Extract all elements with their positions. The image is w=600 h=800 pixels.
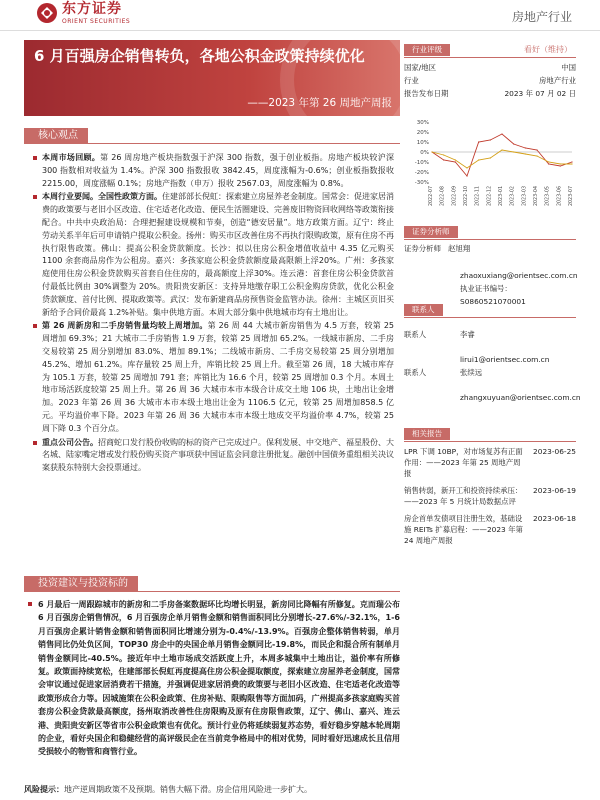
info-value: 2023 年 07 月 02 日: [504, 89, 576, 98]
data-point: [466, 175, 467, 176]
y-tick-label: -20%: [414, 170, 429, 176]
data-point: [571, 161, 572, 162]
data-point: [560, 163, 561, 164]
contact-name: 李睿: [460, 330, 475, 339]
risk-warning: [24, 784, 312, 795]
risk-label: 风险提示：: [24, 785, 64, 794]
analyst-panel: [404, 226, 576, 308]
report-subtitle: ——2023 年第 26 周地产周报: [247, 97, 392, 109]
x-tick-label: 2023-03: [522, 186, 528, 207]
company-logo: [36, 2, 130, 25]
contact-name: 张续远: [460, 368, 483, 377]
y-tick-label: -30%: [414, 180, 429, 186]
x-tick-label: 2023-05: [545, 186, 551, 207]
x-tick-label: 2022-11: [475, 186, 481, 207]
data-point: [501, 133, 502, 134]
analyst-name: 赵旭翔: [448, 244, 471, 253]
report-title[interactable]: 销售转弱，新开工和投资持续承压：——2023 年 5 月统计局数据点评: [404, 486, 523, 506]
info-value: 房地产行业: [539, 76, 576, 85]
data-point: [431, 151, 432, 152]
report-link[interactable]: [404, 513, 576, 546]
series-line: [432, 150, 572, 168]
info-key: 报告发布日期: [404, 89, 449, 98]
contact-email[interactable]: zhangxuyuan@orientsec.com.cn: [460, 393, 581, 402]
report-title[interactable]: 房企首单发债项目注册生效，基础设施 REITs 扩募启程：——2023 年第 24 周地产周报: [404, 514, 523, 545]
data-point: [525, 147, 526, 148]
data-point: [536, 149, 537, 150]
contact-tag: 联系人: [404, 304, 443, 316]
contact-role: 联系人: [404, 330, 427, 339]
core-item-text: 第 26 周房地产板块指数强于沪深 300 指数，强于创业板指。房地产板块较沪深 300 指数相对收益为 1.4%。沪深 300 指数报收 3842.45，周度涨幅为-0.6%；创业板指数报收 2215.00，周度涨幅 0.1%；房地产指数（申万）报收 2567.03，周度涨幅为 0.8%。: [42, 153, 395, 188]
y-tick-label: 20%: [416, 130, 429, 136]
info-row: [404, 61, 576, 74]
related-reports-panel: [404, 428, 576, 552]
data-point: [455, 161, 456, 162]
core-item-text: 住建部部长倪虹：探索建立房屋养老金制度。国常会：促进家居消费的政策要与老旧小区改造、住宅适老化改造、便民生活圈建设、完善废旧物资回收网络等政策衔接配合。中共中央政治局：合理把握建设规模和节奏，创造“德安居量”。地方政策方面。辽宁：终止劳动关系半年后可申请销户提取公积金。扬州：购买市区改善住房不再执行限购政策，原有住房不再执行限售政策。佛山：提高公积金贷款额度。长沙：拟以住房公积金增值收益中 4.35 亿元购买 1100 余套商品房作为公租房。嘉兴：多孩家庭公积金贷款额度最高限额上浮20%。广州：多孩家庭使用住房公积金贷款购买首套自住住房的，最高额度上浮30%。连云港：首套住房公积金贷款首付最低比例由 30%调整为 20%。贵阳贵安新区：支持异地缴存职工公积金购房贷款，优化公积金贷款额度、首付比例、提取政策等。武汉：发布新建商品房预售资金监管办法。徐州：主城区页旧买新给予合同价最高 1.2%补贴。集中供地方面。本周大部分集中供地城市均有土地出让。: [42, 192, 394, 317]
section-divider: [24, 143, 400, 144]
contacts-panel: [404, 304, 581, 404]
info-row: [404, 74, 576, 87]
x-tick-label: 2023-01: [499, 186, 504, 207]
data-point: [478, 159, 479, 160]
advice-text: 6 月最后一周跟踪城市的新房和二手房备案数据环比均增长明显，新房同比降幅有所修复。克而瑞公布 6 月百强房企销售情况，6 月百强房企单月销售金额和销售面积同比分别增长-27.6%/-32.1%，1-6 月百强房企累计销售金额和销售面积同比增速分别为-0.4%/-13.9%。百强房企整体销售转弱，单月销售同比仍处负区间，TOP30 房企中的央国企单月销售金额同比-19.8%，而民企和混合所有制单月销售金额同比-40.5%。接近年中土地市场成交活跃度上升，本周多城集中土地出让，溢价率有所修复。政策面持续宽松，住建部部长倪虹再度提高住房公积金提取额度，探索建立房屋养老金制度，国常会审议通过促进家居消费若干措施，并强调促进家居消费的政策要与老旧小区改造、住宅适老化改造等政策形成合力等。因城施策在公积金政策、住房补贴、限购限售等方面加码，广州提高多孩家庭购买首套房公积金贷款最高额度，扬州取消改善性住房限购及原有住房限售政策，辽宁、佛山、嘉兴、连云港、贵阳贵安新区等省市公积金政策也有优化。预计行业仍将延续弱复苏态势，看好稳步穿越本轮周期的企业，看好央国企和稳健经营的高评级民企在当前竞争格局中的相对优势，同时看好迅速成长且信用受损较小的物管和商管行业。: [24, 598, 400, 759]
report-link[interactable]: [404, 446, 576, 479]
reports-divider: [404, 441, 576, 442]
industry-label: 房地产行业: [511, 10, 572, 24]
info-value: 中国: [561, 63, 576, 72]
info-key: 行业: [404, 76, 419, 85]
core-view-header: [24, 128, 400, 144]
analyst-cert: 执业证书编号：S0860521070001: [460, 284, 526, 306]
analyst-tag: 证券分析师: [404, 226, 458, 238]
core-view-body: [32, 152, 394, 476]
page-header: [0, 0, 600, 38]
data-point: [478, 141, 479, 142]
data-point: [548, 163, 549, 164]
contact-row: [404, 366, 576, 379]
core-item: [32, 320, 394, 435]
contact-email[interactable]: lirui1@orientsec.com.cn: [460, 355, 550, 364]
info-key: 国家/地区: [404, 63, 437, 72]
data-point: [466, 167, 467, 168]
logo-text-cn: 东方证券: [62, 1, 122, 17]
report-title: 6 月百强房企销售转负，各地公积金政策持续优化: [34, 47, 365, 65]
logo-text-en: ORIENT SECURITIES: [62, 18, 131, 25]
report-title[interactable]: LPR 下调 10BP，对市场复苏有正面作用：——2023 年第 25 周地产周报: [404, 447, 523, 478]
x-tick-label: 2023-07: [569, 186, 574, 207]
core-item: [32, 152, 394, 190]
core-item-text: 招商蛇口发行股份收购的标的资产已完成过户。保利发展、中交地产、福星股份、大名城、陆家嘴定增或发行股份购买资产事项获中国证监会同意注册批复。融创中国债务重组相关决议案获股东特别大会投票通过。: [42, 437, 394, 473]
risk-text: 地产逆周期政策不及预期。销售大幅下滑。房企信用风险进一步扩大。: [64, 785, 312, 794]
data-point: [490, 157, 491, 158]
rating-panel: [404, 44, 576, 100]
core-view-tag: 核心观点: [24, 128, 88, 144]
core-item-text: 第 26 周 44 大城市新房销售为 4.5 万套，较第 25 周增加 69.3%；21 大城市二手房销售 1.9 万套，较第 25 周增加 65.2%。一线城市新房、二手房交易较第 25 周分别增加 83.0%、增加 89.1%；二线城市新房、二手房交易较第 25 周分别增加 45.2%、增加 61.2%。库存量较 25 周上升，库销比较 25 周上升。截至第 26 周，18 大城市库存为 105.1 万套，较第 25 周增加 791 套；库销比为 16.6 个月，较第 25 周增加 0.3 个月。本周土地市场活跃度较第 25 周上升。第 26 周 36 大城市本市本级合计成交土地 106 块，土地出让金增加。2023 年第 26 周 36 大城市本市本级土地出让金为 1106.5 亿元，较第 25 周增加858.5 亿元。平均溢价率下降。2023 年第 26 周 36 大城市本市本级土地成交平均溢价率 4.7%，较第 25 周下降 0.3 个百分点。: [42, 321, 395, 433]
series-line: [432, 134, 572, 176]
report-date: 2023-06-19: [533, 486, 576, 495]
rating-tag: 行业评级: [404, 44, 450, 56]
x-tick-label: 2022-10: [464, 186, 469, 207]
data-point: [571, 163, 572, 164]
x-tick-label: 2022-08: [440, 186, 446, 207]
core-item-lead: 第 26 周新房和二手房销售量均较上周增加。: [42, 321, 208, 331]
y-tick-label: -10%: [414, 160, 429, 166]
data-point: [536, 155, 537, 156]
x-tick-label: 2023-06: [557, 186, 563, 207]
rating-value: 看好（维持）: [524, 45, 572, 54]
data-point: [490, 139, 491, 140]
advice-tag: 投资建议与投资标的: [24, 576, 138, 592]
contact-role: 联系人: [404, 368, 427, 377]
analyst-email[interactable]: zhaoxuxiang@orientsec.com.cn: [460, 271, 578, 280]
core-item-lead: 本周市场回顾。: [42, 153, 101, 162]
section-divider: [24, 591, 400, 592]
x-tick-label: 2022-09: [452, 186, 458, 207]
core-item: [32, 437, 394, 475]
x-tick-label: 2022-12: [487, 186, 493, 207]
report-date: 2023-06-18: [533, 514, 576, 523]
report-date: 2023-06-25: [533, 447, 576, 456]
orient-logo-icon: [36, 2, 58, 24]
report-link[interactable]: [404, 485, 576, 507]
title-banner: [24, 40, 400, 116]
analyst-divider: [404, 239, 576, 240]
x-tick-label: 2023-02: [510, 186, 516, 207]
y-tick-label: 0%: [420, 150, 429, 156]
contact-divider: [404, 317, 576, 318]
data-point: [513, 151, 514, 152]
data-point: [501, 149, 502, 150]
data-point: [513, 143, 514, 144]
data-point: [548, 161, 549, 162]
data-point: [443, 159, 444, 160]
stock-performance-chart: [404, 112, 576, 216]
analyst-role: 证券分析师: [404, 244, 441, 253]
data-point: [455, 159, 456, 160]
contact-row: [404, 328, 576, 341]
rating-divider: [404, 57, 576, 58]
y-tick-label: 10%: [416, 140, 429, 146]
y-tick-label: 30%: [416, 120, 429, 126]
data-point: [525, 153, 526, 154]
info-row: [404, 87, 576, 100]
data-point: [443, 154, 444, 155]
core-item-lead: 本周行业要闻。全国性政策方面。: [42, 192, 162, 202]
advice-body: [24, 598, 400, 759]
advice-header: [24, 576, 400, 592]
core-item-lead: 重点公司公告。: [42, 437, 98, 447]
core-item: [32, 191, 394, 319]
x-tick-label: 2022-07: [429, 186, 434, 207]
x-tick-label: 2023-04: [534, 186, 539, 207]
header-divider: [0, 30, 600, 31]
data-point: [560, 165, 561, 166]
reports-tag: 相关报告: [404, 428, 450, 440]
